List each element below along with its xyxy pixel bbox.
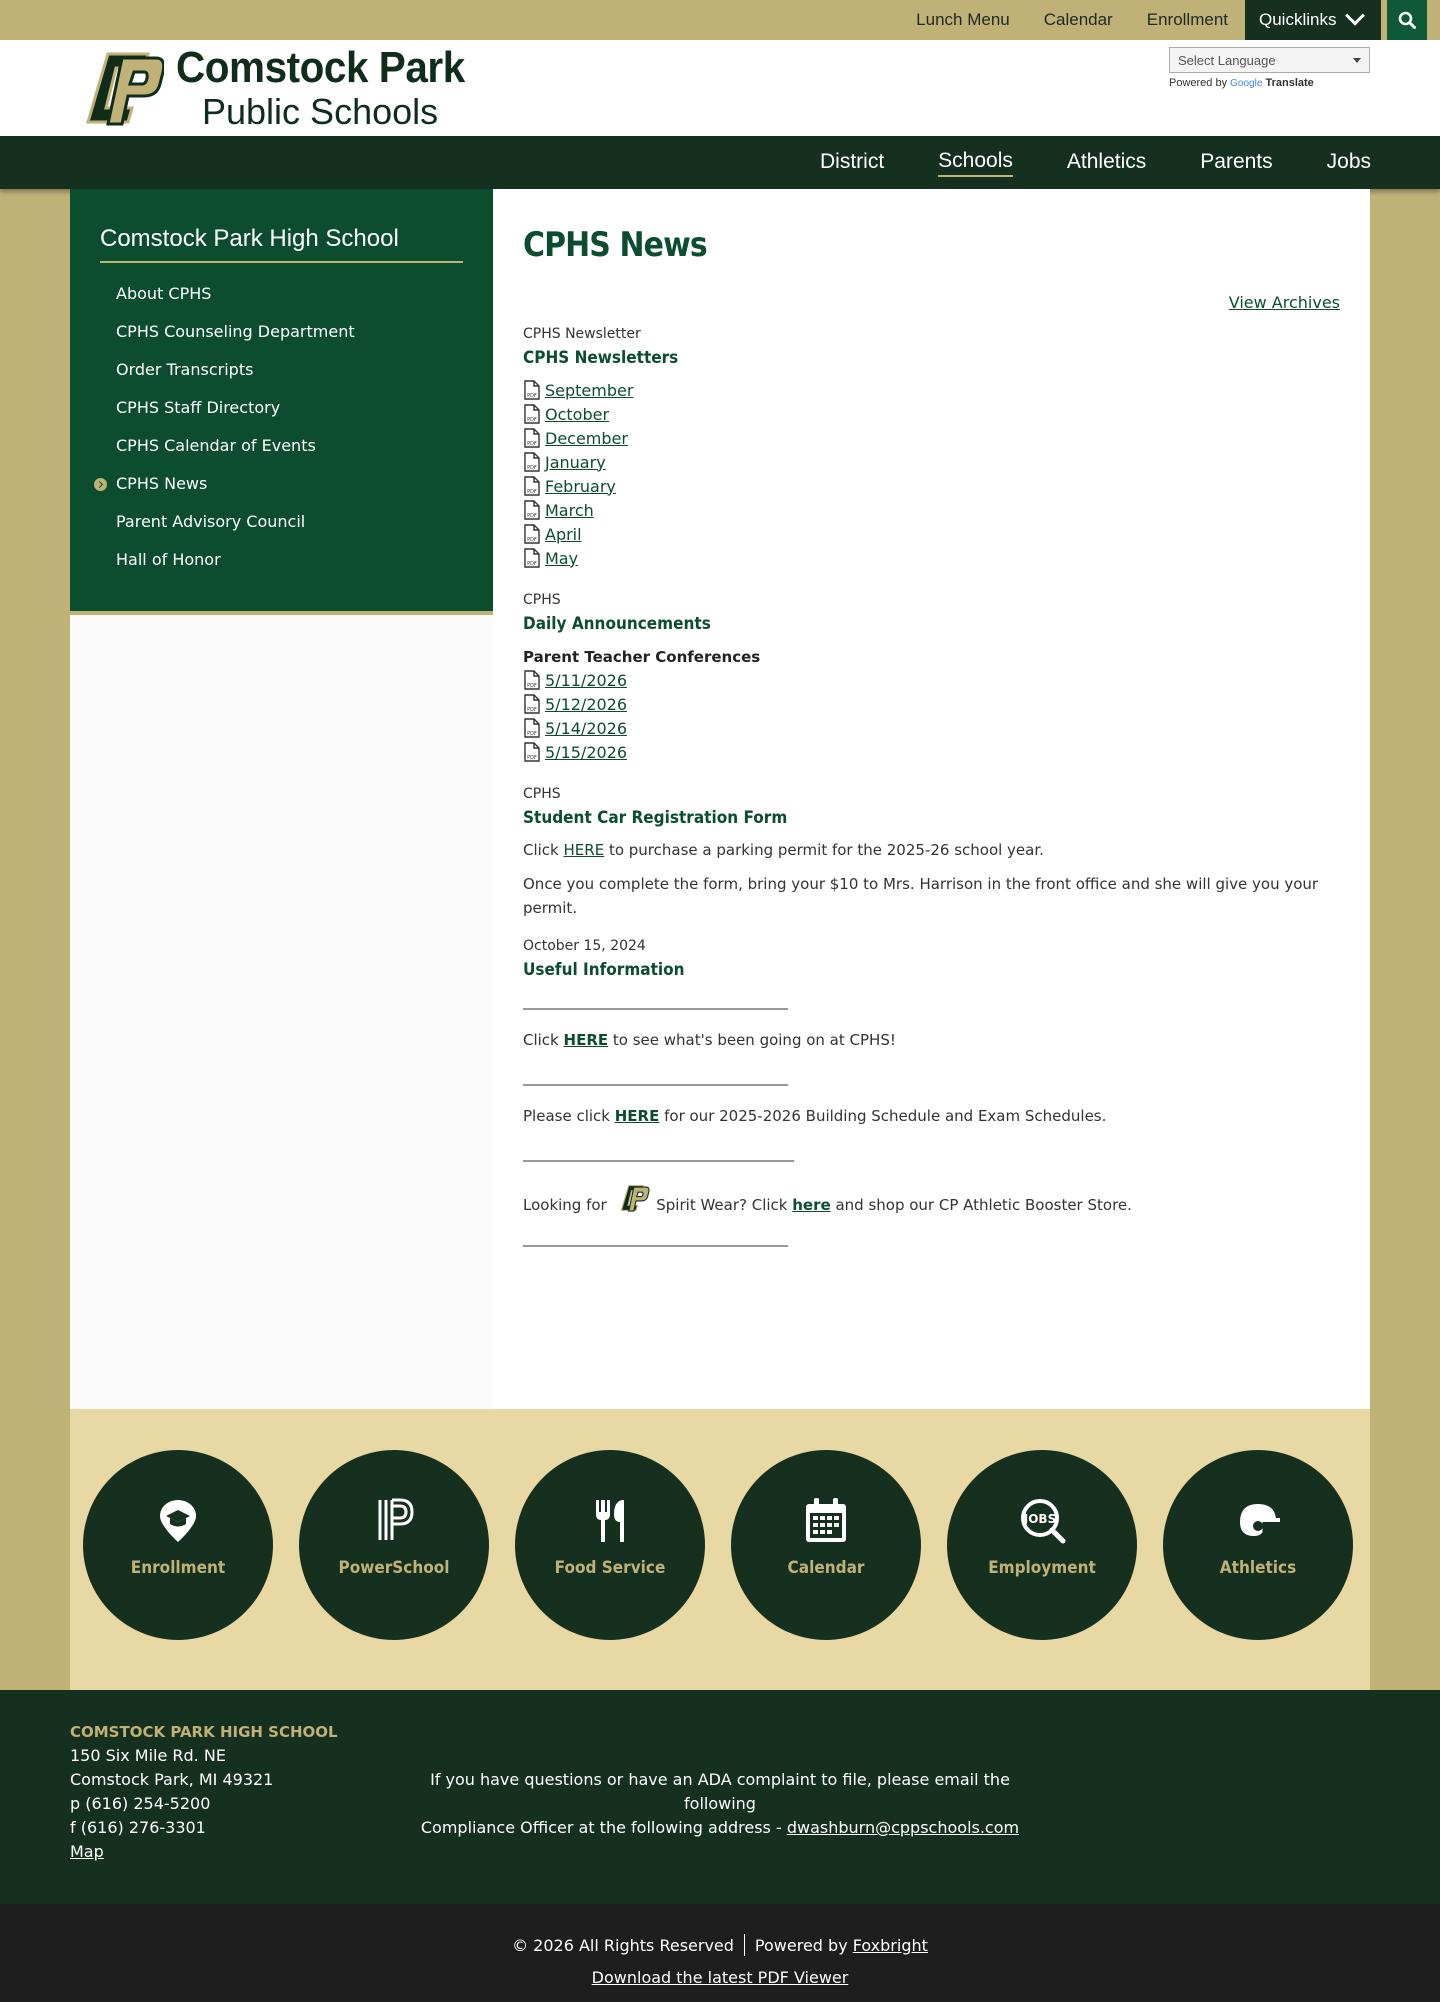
nav-parents[interactable]: Parents [1200, 149, 1273, 173]
bottom-bar [0, 1904, 1440, 2002]
google-logo: Google [1230, 78, 1263, 89]
nav-district[interactable]: District [820, 149, 885, 173]
divider: ____________________________________________ [523, 994, 787, 1010]
pdf-file-icon [523, 718, 541, 738]
main-navigation [0, 136, 1440, 189]
car-registration-category: CPHS [523, 786, 561, 802]
enrollment-link[interactable]: Enrollment [1146, 10, 1228, 29]
text: and shop our CP Athletic Booster Store. [830, 1196, 1132, 1214]
main-nav-items [766, 136, 1371, 189]
footer-address-2: Comstock Park, MI 49321 [70, 1770, 274, 1789]
copyright-line [0, 1934, 1440, 1956]
pdf-file-icon [523, 428, 541, 448]
useful-info-heading[interactable]: Useful Information [523, 960, 685, 980]
page-title: CPHS News [523, 225, 707, 265]
newsletter-pdf-item [523, 426, 1340, 450]
newsletter-pdf-item [523, 402, 1340, 426]
sidebar-title[interactable]: Comstock Park High School [100, 225, 463, 263]
svg-text:PDF: PDF [527, 417, 537, 423]
announcements-category: CPHS [523, 592, 561, 608]
announcement-pdf-link[interactable]: 5/11/2026 [545, 670, 628, 690]
quick-link-label: Calendar [787, 1558, 865, 1578]
ada-line-1: If you have questions or have an ADA complaint to file, please email the following [430, 1770, 1010, 1813]
foxbright-link[interactable]: Foxbright [852, 1935, 928, 1955]
sidebar-item-staff-directory[interactable]: CPHS Staff Directory [116, 398, 281, 417]
car-registration-instructions: Once you complete the form, bring your $10 to Mrs. Harrison in the front office and she will give you your permit. [523, 875, 1319, 917]
pdf-file-icon [523, 404, 541, 424]
newsletter-pdf-item [523, 378, 1340, 402]
text: to see what's been going on at CPHS! [608, 1031, 896, 1049]
quick-link-enrollment[interactable] [83, 1450, 273, 1640]
quick-link-athletics[interactable] [1163, 1450, 1353, 1640]
utility-links [899, 0, 1440, 40]
food-service-icon [586, 1496, 634, 1544]
search-button[interactable] [1387, 0, 1427, 40]
cp-logo-icon [614, 1182, 650, 1214]
newsletter-pdf-link[interactable]: January [545, 452, 606, 472]
newsletter-pdf-link[interactable]: May [545, 548, 579, 568]
site-logo[interactable] [70, 44, 490, 132]
newsletter-pdf-item [523, 474, 1340, 498]
language-select[interactable] [1169, 47, 1370, 73]
footer-school-name: COMSTOCK PARK HIGH SCHOOL [70, 1723, 338, 1741]
language-select-value: Select Language [1178, 52, 1276, 68]
quick-link-food-service[interactable] [515, 1450, 705, 1640]
text: to purchase a parking permit for the 2025-26 school year. [604, 841, 1044, 859]
copyright-text: © 2026 All Rights Reserved [512, 1935, 734, 1955]
footer-fax: f (616) 276-3301 [70, 1818, 206, 1837]
logo-line-1: Comstock Park [176, 43, 465, 92]
svg-text:PDF: PDF [527, 489, 537, 495]
svg-text:PDF: PDF [527, 561, 537, 567]
pdf-viewer-line [0, 1968, 1440, 1987]
sidebar [70, 189, 493, 1409]
ada-line-2 [400, 1816, 1040, 1840]
sidebar-item-transcripts[interactable]: Order Transcripts [116, 360, 254, 379]
newsletter-pdf-item [523, 546, 1340, 570]
useful-info-date: October 15, 2024 [523, 938, 646, 954]
announcements-list [523, 668, 1340, 764]
svg-text:PDF: PDF [527, 707, 537, 713]
sidebar-item-hall-of-honor[interactable]: Hall of Honor [116, 550, 221, 569]
pdf-file-icon [523, 380, 541, 400]
divider [744, 1934, 745, 1956]
powered-by-text: Powered by [754, 1935, 848, 1955]
conferences-subheading: Parent Teacher Conferences [523, 648, 761, 666]
calendar-link[interactable]: Calendar [1043, 10, 1113, 29]
newsletter-pdf-item [523, 498, 1340, 522]
quick-link-label: Food Service [554, 1558, 666, 1578]
quick-link-calendar[interactable] [731, 1450, 921, 1640]
announcement-pdf-item [523, 740, 1340, 764]
main-content [523, 189, 1340, 1249]
divider: ____________________________________________ [523, 1231, 787, 1247]
newsletter-pdf-link[interactable]: October [545, 404, 610, 424]
sidebar-item-about[interactable]: About CPHS [116, 284, 212, 303]
text: Spirit Wear? Click [651, 1196, 793, 1214]
newsletter-heading[interactable]: CPHS Newsletters [523, 348, 679, 368]
pdf-file-icon [523, 476, 541, 496]
logo-text [176, 43, 490, 132]
sidebar-item-calendar[interactable]: CPHS Calendar of Events [116, 436, 316, 455]
text: Click [523, 1031, 564, 1049]
chevron-down-icon [1353, 58, 1361, 63]
chevron-down-icon [1346, 6, 1366, 26]
parking-permit-link[interactable]: HERE [563, 841, 605, 859]
sidebar-item-news[interactable] [100, 465, 463, 503]
svg-text:JOBS: JOBS [1023, 1512, 1057, 1526]
useful-info-paragraph-2 [523, 1104, 1340, 1128]
text: Click [523, 841, 564, 859]
site-footer [0, 1690, 1440, 1904]
nav-athletics[interactable]: Athletics [1066, 149, 1147, 173]
divider: ____________________________________________ [523, 1070, 787, 1086]
ada-email-link[interactable]: dwashburn@cppschools.com [786, 1818, 1020, 1837]
car-registration-paragraph [523, 838, 1340, 862]
pdf-file-icon [523, 500, 541, 520]
booster-store-link[interactable]: here [792, 1196, 831, 1214]
announcement-pdf-link[interactable]: 5/14/2026 [545, 718, 628, 738]
announcement-pdf-link[interactable]: 5/12/2026 [545, 694, 628, 714]
announcement-pdf-item [523, 668, 1340, 692]
sidebar-list [100, 275, 463, 579]
quicklinks-label: Quicklinks [1259, 10, 1337, 29]
search-icon [1398, 11, 1416, 29]
powered-by-text: Powered by [1169, 77, 1228, 89]
quick-link-label: PowerSchool [338, 1558, 450, 1578]
calendar-icon [802, 1496, 850, 1544]
footer-contact [70, 1720, 338, 1864]
quick-link-label: Employment [988, 1558, 1096, 1578]
sidebar-panel [70, 189, 493, 615]
footer-phone: p (616) 254-5200 [70, 1794, 211, 1813]
svg-text:PDF: PDF [527, 465, 537, 471]
translate-link[interactable]: Translate [1265, 77, 1314, 89]
svg-text:PDF: PDF [527, 755, 537, 761]
quick-link-label: Athletics [1219, 1558, 1297, 1578]
enrollment-icon [154, 1496, 202, 1544]
powerschool-icon [370, 1496, 418, 1544]
useful-info-paragraph-3 [523, 1182, 1340, 1217]
announcements-heading[interactable]: Daily Announcements [523, 614, 711, 634]
text: Compliance Officer at the following address - [420, 1818, 787, 1837]
svg-text:PDF: PDF [527, 731, 537, 737]
newsletter-pdf-item [523, 450, 1340, 474]
building-schedule-link[interactable]: HERE [614, 1107, 660, 1125]
pdf-file-icon [523, 452, 541, 472]
divider: _____________________________________________ [523, 1146, 793, 1162]
sidebar-item-label: CPHS News [116, 474, 208, 493]
nav-schools[interactable]: Schools [938, 149, 1013, 177]
quick-link-powerschool[interactable] [299, 1450, 489, 1640]
lunch-menu-link[interactable]: Lunch Menu [916, 10, 1010, 29]
pdf-file-icon [523, 694, 541, 714]
ada-notice [400, 1768, 1040, 1840]
car-registration-heading[interactable]: Student Car Registration Form [523, 808, 788, 828]
nav-jobs[interactable]: Jobs [1326, 149, 1371, 173]
announcement-pdf-item [523, 692, 1340, 716]
announcement-pdf-item [523, 716, 1340, 740]
text: Looking for [523, 1196, 612, 1214]
quick-links-band [70, 1409, 1370, 1690]
utility-bar [0, 0, 1440, 40]
pdf-file-icon [523, 670, 541, 690]
text: for our 2025-2026 Building Schedule and Exam Schedules. [659, 1107, 1107, 1125]
footer-address-1: 150 Six Mile Rd. NE [70, 1746, 226, 1765]
newsletter-pdf-link[interactable]: September [545, 380, 634, 400]
pdf-file-icon [523, 548, 541, 568]
svg-text:PDF: PDF [527, 441, 537, 447]
newsletter-list [523, 378, 1340, 570]
svg-text:PDF: PDF [527, 537, 537, 543]
svg-text:PDF: PDF [527, 393, 537, 399]
newsletter-pdf-item [523, 522, 1340, 546]
athletics-icon [1234, 1496, 1282, 1544]
quick-link-label: Enrollment [130, 1558, 226, 1578]
pdf-viewer-link[interactable]: Download the latest PDF Viewer [591, 1968, 849, 1987]
site-header [0, 40, 1440, 136]
logo-line-2: Public Schools [202, 91, 439, 132]
pdf-file-icon [523, 742, 541, 762]
newsletter-pdf-link[interactable]: February [545, 476, 616, 496]
content-wrapper [70, 189, 1370, 1409]
sidebar-item-counseling[interactable]: CPHS Counseling Department [116, 322, 355, 341]
svg-text:PDF: PDF [527, 683, 537, 689]
useful-info-paragraph-1 [523, 1028, 1340, 1052]
google-translate [1169, 47, 1370, 89]
sidebar-item-parent-council[interactable]: Parent Advisory Council [116, 512, 306, 531]
translate-attribution [1169, 77, 1370, 89]
newsletter-pdf-link[interactable]: March [545, 500, 594, 520]
pdf-file-icon [523, 524, 541, 544]
quick-link-employment[interactable] [947, 1450, 1137, 1640]
jobs-icon [1018, 1496, 1066, 1544]
whats-going-on-link[interactable]: HERE [563, 1031, 609, 1049]
footer-map-link[interactable]: Map [70, 1842, 104, 1861]
active-bullet-icon [94, 478, 107, 491]
cp-logo-icon [70, 44, 164, 132]
svg-text:PDF: PDF [527, 513, 537, 519]
quicklinks-button[interactable] [1245, 0, 1381, 40]
newsletter-category: CPHS Newsletter [523, 326, 641, 342]
view-archives-link[interactable]: View Archives [1228, 293, 1340, 312]
announcement-pdf-link[interactable]: 5/15/2026 [545, 742, 628, 762]
newsletter-pdf-link[interactable]: December [545, 428, 628, 448]
newsletter-pdf-link[interactable]: April [545, 524, 582, 544]
text: Please click [523, 1107, 615, 1125]
